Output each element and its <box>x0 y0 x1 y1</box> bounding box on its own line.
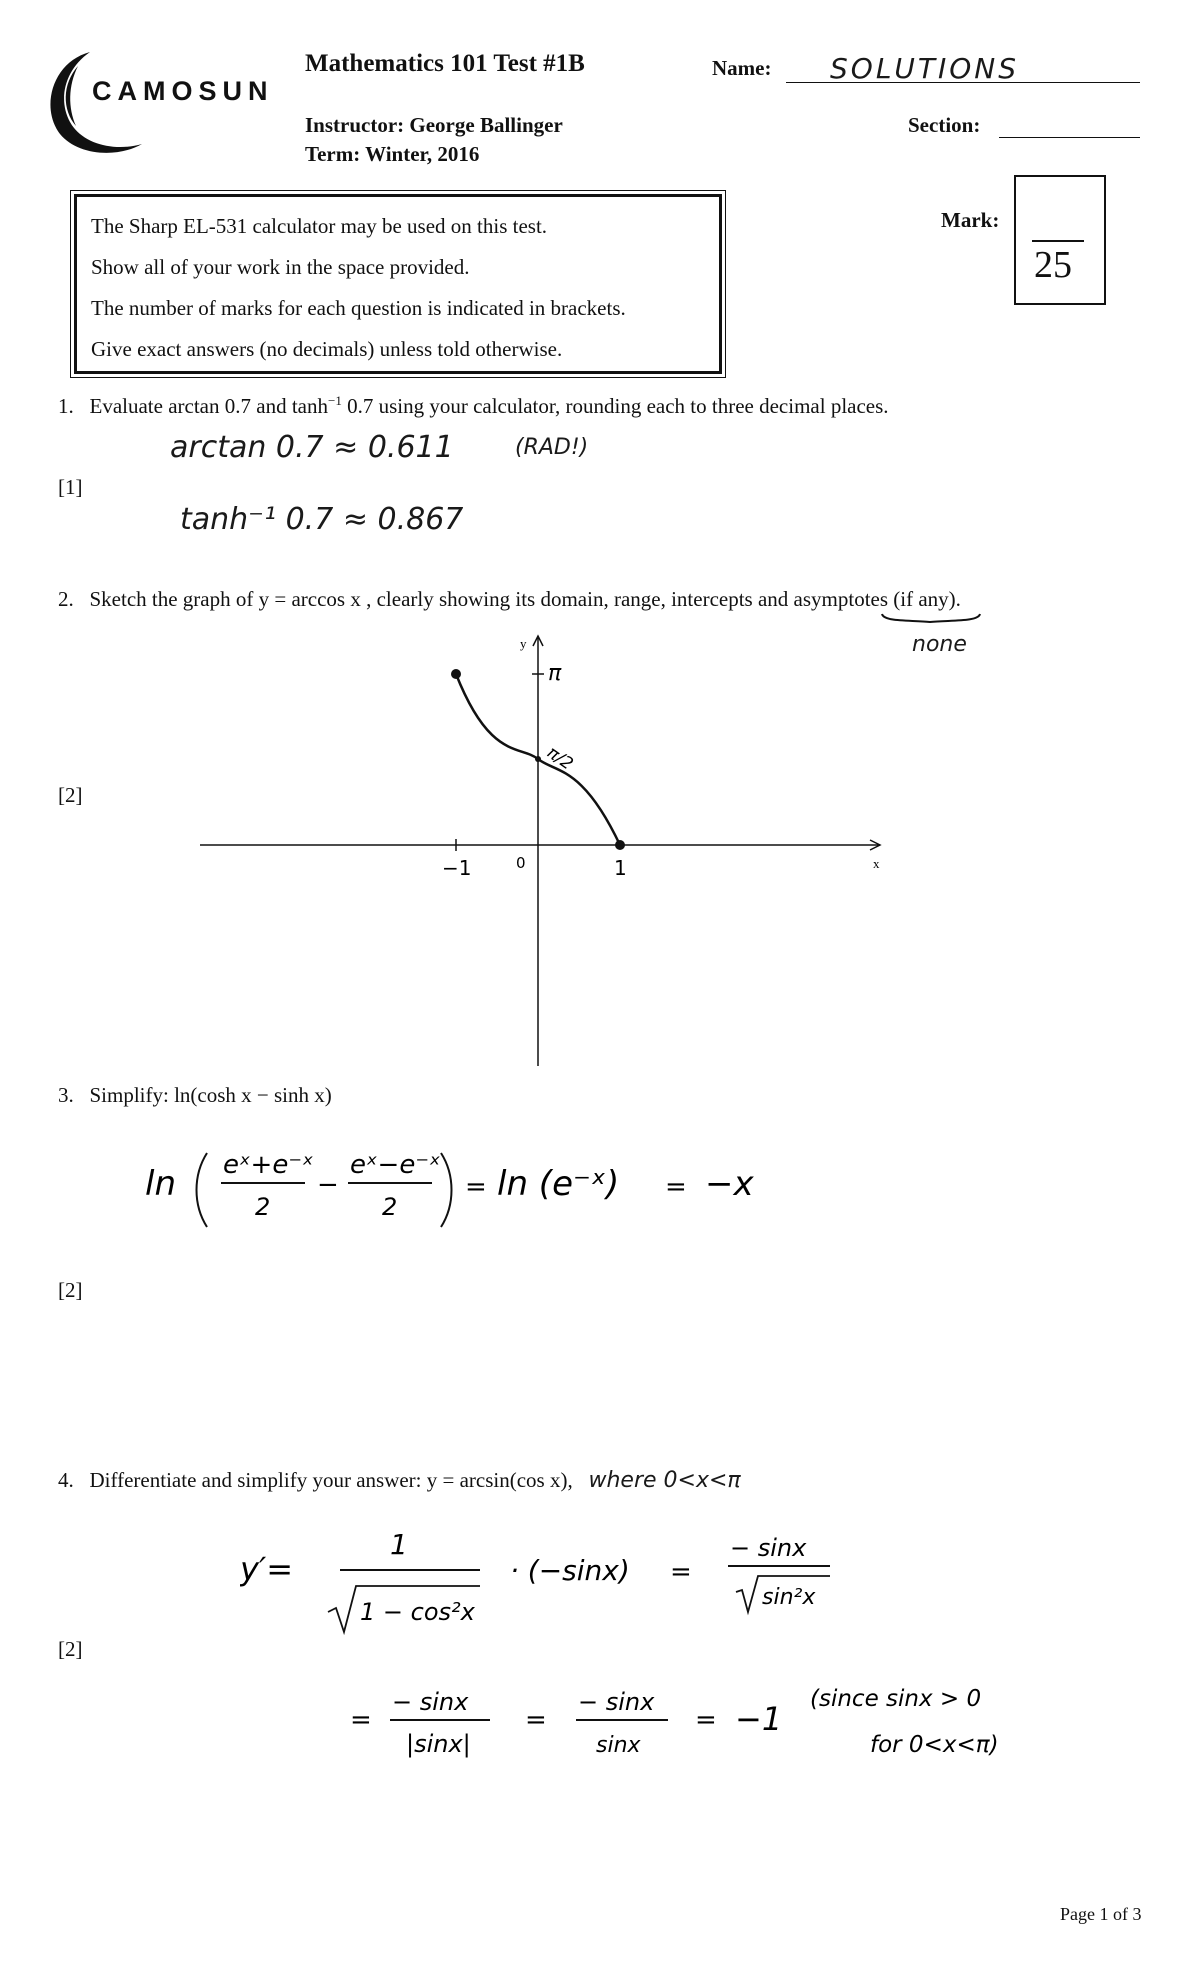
denominator-2: 2 <box>382 1193 398 1221</box>
left-paren <box>197 1153 208 1227</box>
fraction-a-numerator: − sinx <box>392 1688 469 1716</box>
logo-wordmark: CAMOSUN <box>92 76 274 106</box>
question-condition: where 0<x<π <box>588 1468 741 1493</box>
answer-arctan: arctan 0.7 ≈ 0.611 <box>170 430 454 465</box>
numerator-2: eˣ−e⁻ˣ <box>350 1150 441 1180</box>
pi-label: π <box>548 661 562 686</box>
page-title: Mathematics 101 Test #1B <box>305 50 585 77</box>
question-2 <box>58 587 961 612</box>
asymptotes-brace <box>880 612 982 628</box>
numerator-one: 1 <box>390 1528 408 1561</box>
mark-label: Mark: <box>941 208 1000 232</box>
question-text: 0.7 using your calculator, rounding each to three decimal places. <box>341 394 889 418</box>
instruction-line: The Sharp EL-531 calculator may be used on this test. <box>91 214 548 238</box>
y-prime: y′= <box>240 1550 294 1588</box>
equals-b: = <box>350 1705 372 1735</box>
fraction-b-numerator: − sinx <box>578 1688 655 1716</box>
equals-2: = <box>665 1172 687 1202</box>
endpoint-left <box>451 669 461 679</box>
y-axis-label: y <box>520 636 527 651</box>
question-text: Evaluate arctan 0.7 and tanh <box>89 394 328 418</box>
y-intercept-point <box>535 756 541 762</box>
x-axis-label: x <box>873 856 880 871</box>
denominator-sin2: sin²x <box>762 1585 816 1610</box>
arccos-graph <box>190 630 890 1070</box>
ln-text: ln <box>145 1164 176 1204</box>
neg-one-label: −1 <box>442 856 472 880</box>
question-number: 3. <box>58 1083 74 1107</box>
fraction-b-denominator: sinx <box>596 1733 641 1758</box>
answer-q3 <box>145 1135 785 1230</box>
instructor-line: Instructor: George Ballinger <box>305 113 563 137</box>
section-label: Section: <box>908 113 981 137</box>
numerator-1: eˣ+e⁻ˣ <box>223 1150 314 1180</box>
question-4 <box>58 1468 741 1493</box>
marks-q1: [1] <box>58 475 83 499</box>
instruction-line: Give exact answers (no decimals) unless told otherwise. <box>91 337 563 361</box>
question-number: 4. <box>58 1468 74 1492</box>
answer-q4-line2 <box>350 1670 1070 1780</box>
question-3 <box>58 1083 332 1108</box>
section-field-line <box>999 137 1140 138</box>
asymptotes-annotation: none <box>912 632 967 657</box>
question-text: Sketch the graph of y = arccos x , clearly showing its domain, range, intercepts and asymptotes (if any). <box>89 587 961 611</box>
mark-total: 25 <box>1034 244 1072 286</box>
question-number: 1. <box>58 394 74 418</box>
denominator-1: 2 <box>255 1193 271 1221</box>
answer-q4-line1 <box>240 1520 860 1640</box>
equals-a: = <box>670 1557 692 1587</box>
name-label: Name: <box>712 56 772 80</box>
half-pi-label: π/2 <box>543 742 577 775</box>
marks-q4: [2] <box>58 1637 83 1661</box>
right-paren <box>441 1153 452 1227</box>
times-neg-sin: · (−sinx) <box>510 1554 630 1587</box>
since-note-1: (since sinx > 0 <box>810 1686 982 1712</box>
fraction-a-denominator: |sinx| <box>406 1730 471 1758</box>
result: −x <box>705 1164 754 1204</box>
instruction-line: The number of marks for each question is indicated in brackets. <box>91 296 626 320</box>
since-note-2: for 0<x<π) <box>870 1732 999 1758</box>
question-number: 2. <box>58 587 74 611</box>
answer-tanh-inverse: tanh⁻¹ 0.7 ≈ 0.867 <box>180 502 464 537</box>
page-number: Page 1 of 3 <box>1060 1904 1142 1924</box>
endpoint-right <box>615 840 625 850</box>
term-line: Term: Winter, 2016 <box>305 142 480 166</box>
numerator-neg-sin: − sinx <box>730 1534 807 1562</box>
question-1 <box>58 393 889 419</box>
minus-sign: − <box>317 1170 339 1200</box>
zero-label: 0 <box>516 854 526 872</box>
equals-d: = <box>695 1705 717 1735</box>
name-value: SOLUTIONS <box>830 52 1020 85</box>
marks-q2: [2] <box>58 783 83 807</box>
result-neg-one: −1 <box>735 1700 783 1738</box>
instruction-line: Show all of your work in the space provided. <box>91 255 470 279</box>
one-label: 1 <box>614 856 627 880</box>
equals-c: = <box>525 1705 547 1735</box>
inverse-superscript: −1 <box>327 393 342 408</box>
question-text: Differentiate and simplify your answer: y = arcsin(cos x), <box>89 1468 573 1492</box>
equals-1: = <box>465 1172 487 1202</box>
question-text: Simplify: ln(cosh x − sinh x) <box>89 1083 332 1107</box>
answer-note-rad: (RAD!) <box>515 435 589 460</box>
marks-q3: [2] <box>58 1278 83 1302</box>
ln-exp: ln (e⁻ˣ) <box>497 1164 620 1204</box>
denominator-sqrt: 1 − cos²x <box>360 1598 475 1626</box>
instructions-box <box>70 190 726 378</box>
mark-fraction-bar <box>1032 240 1084 242</box>
